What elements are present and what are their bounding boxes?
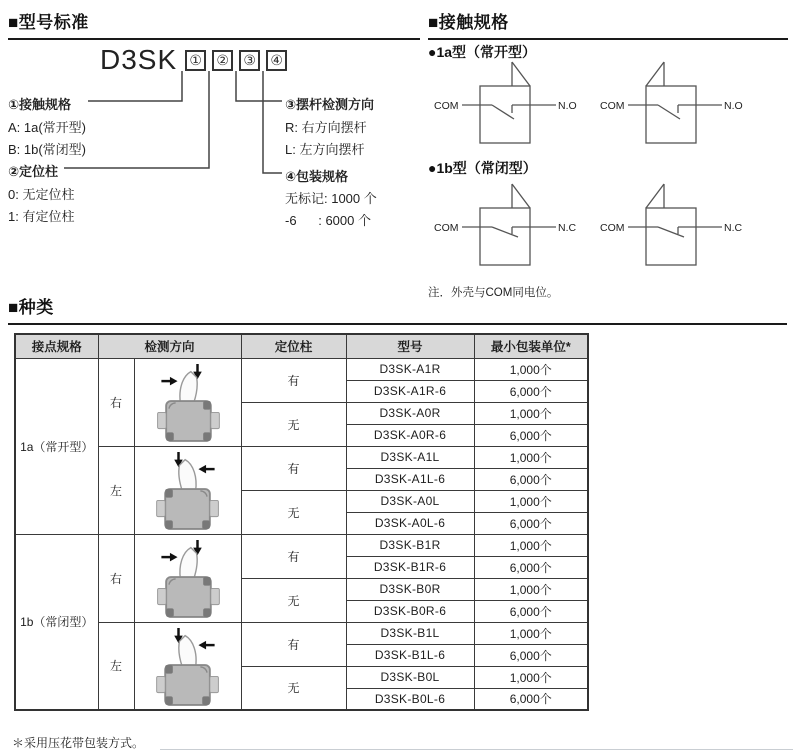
legend-post-1: 1: 有定位柱 xyxy=(8,209,75,224)
cell-model: D3SK-A1L xyxy=(346,446,474,468)
table-row xyxy=(15,622,588,644)
header-contact-spec: 接点规格 xyxy=(15,334,98,358)
cell-model: D3SK-B1L-6 xyxy=(346,644,474,666)
legend-contact-b: B: 1b(常闭型) xyxy=(8,142,87,157)
cell-model: D3SK-A0L xyxy=(346,490,474,512)
cell-qty: 1,000个 xyxy=(474,446,588,468)
digit-box-1: ① xyxy=(185,50,206,71)
switch-lever xyxy=(178,460,195,491)
cell-positioning-post: 有 xyxy=(241,622,346,666)
legend-post-0: 0: 无定位柱 xyxy=(8,187,75,202)
cell-direction: 右 xyxy=(98,534,134,622)
press-side-arrow-icon xyxy=(161,377,177,386)
cell-positioning-post: 无 xyxy=(241,402,346,446)
digit-box-3: ③ xyxy=(239,50,260,71)
circuit-diagram-1b-right xyxy=(432,180,587,272)
press-side-arrow-icon xyxy=(198,641,214,650)
header-positioning-post: 定位柱 xyxy=(241,334,346,358)
cell-direction: 左 xyxy=(98,446,134,534)
svg-text:COM: COM xyxy=(434,222,459,234)
cell-model: D3SK-B0L xyxy=(346,666,474,688)
cell-qty: 1,000个 xyxy=(474,490,588,512)
cell-qty: 1,000个 xyxy=(474,578,588,600)
table-row xyxy=(15,358,588,380)
table-row xyxy=(15,446,588,468)
cell-qty: 6,000个 xyxy=(474,644,588,666)
switch-left-illustration xyxy=(150,625,226,707)
cell-qty: 6,000个 xyxy=(474,424,588,446)
legend-lever-title: ③摆杆检测方向 xyxy=(285,97,375,112)
header-detect-direction: 检测方向 xyxy=(98,334,241,358)
svg-text:COM: COM xyxy=(434,100,459,112)
types-table xyxy=(14,333,589,711)
switch-lever xyxy=(179,548,196,579)
cell-model: D3SK-A0L-6 xyxy=(346,512,474,534)
cell-model: D3SK-B0L-6 xyxy=(346,688,474,710)
cell-qty: 6,000个 xyxy=(474,688,588,710)
legend-packing-none: 无标记: 1000 个 xyxy=(285,191,377,206)
cell-positioning-post: 有 xyxy=(241,358,346,402)
cell-model: D3SK-A0R xyxy=(346,402,474,424)
svg-text:N.C: N.C xyxy=(724,222,743,234)
digit-box-4: ④ xyxy=(266,50,287,71)
cell-direction: 左 xyxy=(98,622,134,710)
bottom-divider xyxy=(160,749,793,750)
legend-lever-r: R: 右方向摆杆 xyxy=(285,120,367,135)
type-1b-label: ●1b型（常闭型） xyxy=(428,160,537,176)
cell-positioning-post: 无 xyxy=(241,666,346,710)
cell-model: D3SK-B1R-6 xyxy=(346,556,474,578)
legend-packing-6: -6 : 6000 个 xyxy=(285,213,371,228)
cell-qty: 1,000个 xyxy=(474,666,588,688)
legend-contact-a: A: 1a(常开型) xyxy=(8,120,87,135)
press-side-arrow-icon xyxy=(198,465,214,474)
svg-text:N.C: N.C xyxy=(558,222,577,234)
cell-model: D3SK-B1R xyxy=(346,534,474,556)
cell-model: D3SK-A1L-6 xyxy=(346,468,474,490)
cell-qty: 6,000个 xyxy=(474,512,588,534)
cell-model: D3SK-B0R xyxy=(346,578,474,600)
cell-direction: 右 xyxy=(98,358,134,446)
legend-lever-l: L: 左方向摆杆 xyxy=(285,142,365,157)
switch-right-illustration xyxy=(150,537,226,619)
table-row xyxy=(15,534,588,556)
switch-lever xyxy=(178,635,195,666)
press-side-arrow-icon xyxy=(161,553,177,562)
cell-switch-image xyxy=(134,446,241,534)
cell-model: D3SK-B0R-6 xyxy=(346,600,474,622)
digit-box-2: ② xyxy=(212,50,233,71)
header-model: 型号 xyxy=(346,334,474,358)
legend-packing-title: ④包装规格 xyxy=(285,169,349,184)
switch-right-illustration xyxy=(150,361,226,443)
cell-model: D3SK-A1R xyxy=(346,358,474,380)
model-prefix: D3SK xyxy=(100,44,178,75)
cell-qty: 6,000个 xyxy=(474,556,588,578)
svg-text:COM: COM xyxy=(600,100,625,112)
contact-note: 注．外壳与COM同电位。 xyxy=(428,287,559,299)
cell-switch-image xyxy=(134,358,241,446)
cell-model: D3SK-B1L xyxy=(346,622,474,644)
circuit-diagram-1a-left xyxy=(598,58,753,150)
cell-qty: 1,000个 xyxy=(474,622,588,644)
svg-text:N.O: N.O xyxy=(724,100,743,112)
cell-model: D3SK-A0R-6 xyxy=(346,424,474,446)
circuit-diagram-1b-left xyxy=(598,180,753,272)
types-section-title: ■种类 xyxy=(8,293,787,325)
cell-qty: 6,000个 xyxy=(474,380,588,402)
cell-qty: 6,000个 xyxy=(474,600,588,622)
cell-positioning-post: 无 xyxy=(241,578,346,622)
cell-model: D3SK-A1R-6 xyxy=(346,380,474,402)
cell-positioning-post: 无 xyxy=(241,490,346,534)
cell-positioning-post: 有 xyxy=(241,446,346,490)
cell-qty: 1,000个 xyxy=(474,358,588,380)
cell-positioning-post: 有 xyxy=(241,534,346,578)
legend-contact-title: ①接触规格 xyxy=(8,97,72,112)
table-footnote: ＊采用压花带包装方式。 xyxy=(12,736,145,750)
header-min-package: 最小包装单位* xyxy=(474,334,588,358)
cell-switch-image xyxy=(134,622,241,710)
legend-post-title: ②定位柱 xyxy=(8,164,59,179)
cell-contact-type: 1a（常开型） xyxy=(15,358,98,534)
svg-text:COM: COM xyxy=(600,222,625,234)
table-header-row xyxy=(15,334,588,358)
switch-lever xyxy=(179,372,196,403)
cell-qty: 6,000个 xyxy=(474,468,588,490)
model-standard-section-title: ■型号标准 xyxy=(8,8,420,40)
cell-qty: 1,000个 xyxy=(474,402,588,424)
svg-text:N.O: N.O xyxy=(558,100,577,112)
contact-spec-section-title: ■接触规格 xyxy=(428,8,788,40)
cell-qty: 1,000个 xyxy=(474,534,588,556)
switch-left-illustration xyxy=(150,449,226,531)
cell-contact-type: 1b（常闭型） xyxy=(15,534,98,710)
cell-switch-image xyxy=(134,534,241,622)
circuit-diagram-1a-right xyxy=(432,58,587,150)
type-1a-label: ●1a型（常开型） xyxy=(428,44,537,60)
